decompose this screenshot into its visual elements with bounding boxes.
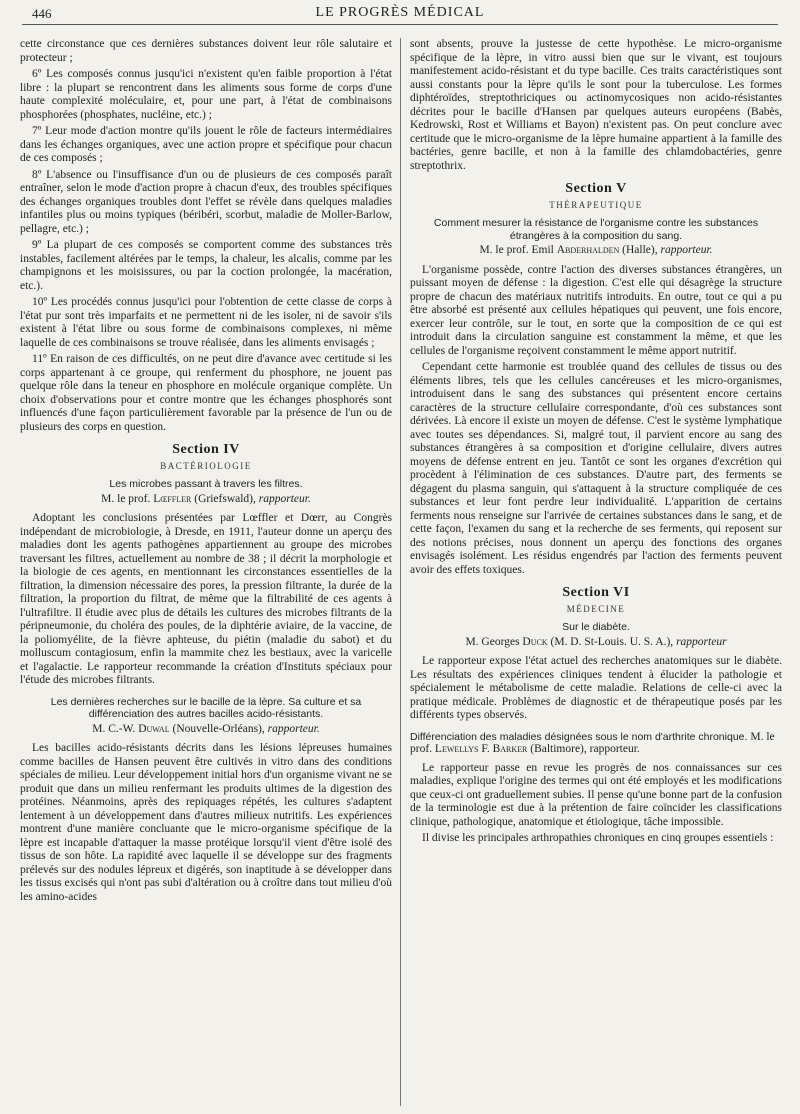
section-title: Section V	[565, 181, 627, 196]
paragraph: 10º Les procédés connus jusqu'ici pour l'obtention de cette classe de corps à l'état pur sont très imparfaits et ne permettent ni de les isoler, ni de savoir s'ils existent à l'état libre ou sous forme de combinaisons complexes, ni même laquelle de ces combinaisons se trouve réalisée, dans les aliments envisagés ;	[20, 296, 392, 349]
rapporteur-place: (Baltimore),	[530, 743, 587, 755]
paragraph: Il divise les principales arthropathies chroniques en cinq groupes essentiels :	[422, 832, 774, 844]
rapporteur-role: rapporteur.	[660, 244, 713, 256]
paragraph: sont absents, prouve la justesse de cette hypothèse. Le micro-organisme spécifique de la lèpre, in vitro aussi bien que sur le vivant, est toujours manifestement acido-résistant et du type bacille. Ces traits caractéristiques sont aussi constants pour la lèpre qu'ils le sont pour la tuberculose. Les formes diphtéroïdes, streptothriciques ou actinomycosiques non acido-résistantes décrites pour le bacille d'Hansen par quelques auteurs européens (Babès, Kedrowski, Rost et Williams et Bayon) n'existent pas. On peut conclure avec certitude que le micro-organisme de la lèpre humaine appartient à la famille des bactéries, genre bacille, et non à la famille des chlamdobactéries, genre streptothrix.	[410, 38, 782, 172]
paragraph: Le rapporteur expose l'état actuel des recherches anatomiques sur le diabète. Les résultats des expériences cliniques tendent à élucider la pathologie et spécialement le métabolisme de cette maladie. Relations de celle-ci avec la pratique médicale. Problèmes de diagnostic et de thérapeutique posés par les différents types observés.	[410, 655, 782, 721]
rapporteur-place: (M. D. St-Louis. U. S. A.),	[550, 635, 674, 648]
rapporteur-place: (Nouvelle-Orléans),	[172, 722, 265, 735]
paragraph: Cependant cette harmonie est troublée quand des cellules de tissus ou des éléments libres, tels que les cellules cancéreuses et les micro-organismes, introduisent dans le sang des substances qui présentent encore certains caractères de la structure cellulaire correspondante, d'où ces substances sont dérivées. Là encore il existe un moyen de défense. C'est le système lymphatique avec toutes ses dépendances. Si, malgré tout, il parvient encore au sang des substances étrangères à sa composition et d'origine cellulaire, divers autres moyens de défense entrent en jeu. Tantôt ce sont les organes d'excrétion qui procèdent à l'élimination de ces substances. D'autre part, des ferments se dégagent du plasma sanguin, qui s'attaquent à la structure compliquée de ces substances et leur font perdre leur individualité. L'apparition de certains ferments nous renseigne sur l'arrivée de certaines substances dans le sang, et de cette façon, l'examen du sang et la recherche de ses ferments, qui reposent sur des notions précises, nous donnent un aperçu des fonctions des organes envisagés isolément. Les résidus engendrés par l'action des ferments peuvent avoir des effets toxiques.	[410, 361, 782, 576]
rapporteur-role: rapporteur.	[258, 492, 311, 505]
paragraph: 7º Leur mode d'action montre qu'ils jouent le rôle de facteurs intermédiaires dans les échanges organiques, avec une action propre et spécifique pour chacun de ces composés ;	[20, 125, 392, 164]
section-title: Section IV	[172, 442, 240, 457]
section-subtitle: MÉDECINE	[566, 603, 626, 614]
rapporteur-line	[20, 723, 392, 737]
rapporteur-role: rapporteur.	[589, 743, 640, 755]
rapporteur-name: Duwal	[138, 722, 170, 735]
paragraph: 11º En raison de ces difficultés, on ne peut dire d'avance avec certitude si les corps appartenant à ce groupe, qui renferment du phosphore, ne jouent pas quelque rôle dans la teneur en phosphore en molécule organique complète. Un choix d'observations pour et contre montre que les échanges phosphorés sont influencés d'une façon particulièrement favorable par la présence de l'un ou de plusieurs des corps en question.	[20, 353, 392, 433]
page-header	[22, 4, 778, 24]
paragraph: Les bacilles acido-résistants décrits dans les lésions lépreuses humaines comme bacilles de Hansen peuvent être cultivés in vitro dans des conditions spéciales de milieu. Leur développement initial hors d'un organisme vivant ne se produit que dans un milieu renfermant les produits ultimes de la digestion des protéines. Néanmoins, après des repiquages répétés, les cultures s'adaptent lentement à un développement dans d'autres milieux nutritifs. Les expériences montrent d'une manière concluante que le micro-organisme spécifique de la lèpre est incapable d'attaquer la masse protéique lorsqu'il vient d'être isolé des tissus de son hôte. La rapidité avec laquelle il se développe sur des fragments prélevés sur des nodules lépreux et digérés, son inaptitude à se développer dans les tissus excisés qui n'ont pas subi d'altération ou à croître dans tout milieu d'où les amino-acides	[20, 742, 392, 903]
header-rule	[22, 24, 778, 25]
article-title: Différenciation des maladies désignées sous le nom d'arthrite chronique.	[410, 730, 748, 743]
article-title: Comment mesurer la résistance de l'organisme contre les substances étrangères à la composition du sang.	[433, 217, 759, 242]
rapporteur-name: Lœffler	[153, 492, 192, 505]
paragraph: cette circonstance que ces dernières substances doivent leur rôle salutaire et protecteur ;	[20, 38, 392, 64]
rapporteur-prefix: M. C.-W.	[92, 722, 136, 735]
rapporteur-name: Duck	[522, 635, 548, 648]
running-title: LE PROGRÈS MÉDICAL	[315, 5, 485, 20]
column-divider	[400, 38, 401, 1106]
paragraph: 8º L'absence ou l'insuffisance d'un ou de plusieurs de ces composés paraît entraîner, selon le mode d'action propre à chacun d'eux, des troubles spécifiques des échanges organiques troubles dont l'effet se révèle dans quelques maladies infantiles plus ou moins typiques (béribéri, scorbut, maladie de Moller-Barlow, pellagre, etc.) ;	[20, 168, 392, 235]
rapporteur-prefix: M. Georges	[465, 635, 520, 648]
section-title: Section VI	[562, 585, 630, 600]
left-column	[20, 38, 392, 907]
rapporteur-prefix: M. le prof.	[410, 730, 775, 755]
rapporteur-line	[410, 636, 782, 650]
paragraph: 9º La plupart de ces composés se comportent comme des substances très instables, facilement altérées par le temps, la chaleur, les alcalis, comme par les champignons et les moisissures, ou par la coction prolongée, la macération, etc.).	[20, 239, 392, 292]
article-title: Sur le diabète.	[562, 621, 630, 633]
rapporteur-line	[410, 244, 782, 258]
article-title: Les microbes passant à travers les filtres.	[109, 478, 303, 490]
rapporteur-name: Abderhalden	[556, 244, 620, 256]
paragraph: 6º Les composés connus jusqu'ici n'existent qu'en faible proportion à l'état libre : la plupart se rencontrent dans les aliments sous forme de corps d'une haute complexité moléculaire, et, pour une part, à l'état de combinaisons phosphorées (phosphates, nucléine, etc.) ;	[20, 68, 392, 121]
rapporteur-role: rapporteur.	[267, 722, 320, 735]
rapporteur-role: rapporteur	[676, 635, 727, 648]
rapporteur-name: Lewellys F. Barker	[434, 743, 528, 755]
article-title: Les dernières recherches sur le bacille de la lèpre. Sa culture et sa différenciation des autres bacilles acido-résistants.	[50, 695, 362, 720]
paragraph: Adoptant les conclusions présentées par Lœffler et Dœrr, au Congrès indépendant de microbiologie, à Dresde, en 1911, l'auteur donne un aperçu des maladies dont les agents pathogènes appartiennent au groupe des microbes traversant les filtres, actuellement au nombre de 38 ; il décrit la morphologie et la biologie de ces agents, en mentionnant les circonstances essentielles de la filtration, la dimension nécessaire des pores, la pression filtrante, la durée de la filtration, la proportion du filtrat, de même que la filtrabilité de ces agents à l'ultrafiltre. Il étudie avec plus de détails les cultures des microbes filtrants de la péripneumonie, du choléra des poules, de la diphtérie aviaire, de la vaccine, de la poliomyélite, de la fièvre aphteuse, du piétin (maladie du sabot) et du molluscum contagiosum, enfin la mammite chez les bestiaux, avec la varicelle et l'agalactie. Le rapporteur recommande la création d'Instituts spéciaux pour l'étude des microbes filtrants.	[20, 512, 392, 686]
right-column	[410, 38, 782, 849]
rapporteur-line	[20, 493, 392, 507]
rapporteur-prefix: M. le prof. Emil	[479, 244, 554, 256]
rapporteur-place: (Halle),	[622, 244, 658, 256]
rapporteur-prefix: M. le prof.	[101, 492, 151, 505]
paragraph: L'organisme possède, contre l'action des diverses substances étrangères, un puissant moyen de défense : la digestion. C'est elle qui désagrège la structure propre de chacun des matériaux nutritifs introduits. En outre, tout ce qui a pu être absorbé est présenté aux cellules hépatiques qui peuvent, une fois encore, exercer leur contrôle, sur le tout, en sorte que la composition de ce qui est introduit dans la circulation sanguine est constamment la même, et que les cellules de l'organisme reçoivent constamment le même apport nutritif.	[410, 263, 782, 357]
article-heading	[410, 731, 782, 756]
paragraph: Le rapporteur passe en revue les progrès de nos connaissances sur ces maladies, explique l'origine des termes qui ont été employés et les modifications que ceux-ci ont graduellement subies. Il pense qu'une bonne part de la confusion de la terminologie est due à la prétention de faire coïncider les classifications clinique, pathologique, anatomique et étiologique, tâche impossible.	[410, 761, 782, 828]
section-subtitle: BACTÉRIOLOGIE	[160, 460, 252, 471]
section-subtitle: THÉRAPEUTIQUE	[549, 199, 643, 210]
page-number: 446	[32, 6, 52, 21]
rapporteur-place: (Griefswald),	[194, 492, 256, 505]
